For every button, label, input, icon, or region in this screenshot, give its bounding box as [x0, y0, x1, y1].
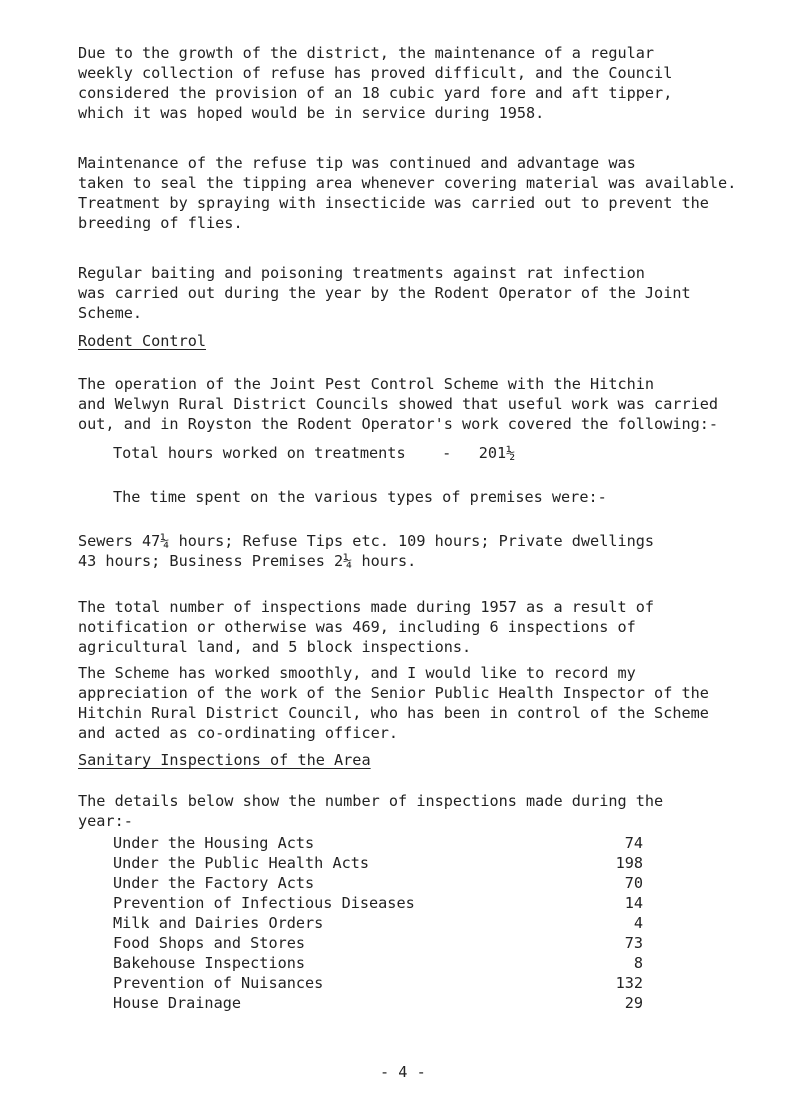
inspection-category: House Drainage — [113, 994, 242, 1012]
table-row — [113, 913, 643, 933]
rat-baiting-paragraph: Regular baiting and poisoning treatments against rat infection was carried out during the year by the Rodent Operator of the Joint Scheme. — [78, 264, 691, 322]
inspection-category: Prevention of Nuisances — [113, 974, 324, 992]
rodent-control-heading: Rodent Control — [78, 332, 207, 350]
total-hours-line: Total hours worked on treatments - 201½ — [113, 444, 516, 462]
inspection-count: 73 — [624, 934, 643, 952]
inspections-table — [113, 833, 643, 1013]
appreciation-paragraph: The Scheme has worked smoothly, and I would like to record my appreciation of the work of the Senior Public Health Inspector of the Hitchin Rural District Council, who has been in control of the Scheme and acted as co-ordinating officer. — [78, 664, 709, 742]
table-row — [113, 893, 643, 913]
table-row — [113, 833, 643, 853]
inspection-count: 132 — [615, 974, 643, 992]
inspection-category: Bakehouse Inspections — [113, 954, 306, 972]
inspection-count: 8 — [633, 954, 643, 972]
inspections-total-paragraph: The total number of inspections made during 1957 as a result of notification or otherwise was 469, including 6 inspections of agricultural land, and 5 block inspections. — [78, 598, 655, 656]
inspection-count: 74 — [624, 834, 643, 852]
table-row — [113, 973, 643, 993]
inspection-category: Milk and Dairies Orders — [113, 914, 324, 932]
table-row — [113, 993, 643, 1013]
refuse-tip-paragraph: Maintenance of the refuse tip was continued and advantage was taken to seal the tipping area whenever covering material was available. Treatment by spraying with insecticide was carried out to prevent the breeding of flies. — [78, 154, 737, 232]
table-row — [113, 873, 643, 893]
inspection-category: Under the Factory Acts — [113, 874, 315, 892]
sanitary-inspections-heading: Sanitary Inspections of the Area — [78, 751, 371, 769]
table-row — [113, 953, 643, 973]
joint-scheme-paragraph: The operation of the Joint Pest Control Scheme with the Hitchin and Welwyn Rural District Councils showed that useful work was carried out, and in Royston the Rodent Operator's work covered the following:- — [78, 375, 719, 433]
page-number: - 4 - — [380, 1063, 426, 1081]
inspection-category: Prevention of Infectious Diseases — [113, 894, 415, 912]
inspection-count: 4 — [633, 914, 643, 932]
inspection-count: 198 — [615, 854, 643, 872]
refuse-collection-paragraph: Due to the growth of the district, the maintenance of a regular weekly collection of refuse has proved difficult, and the Council considered the provision of an 18 cubic yard fore and aft tipper, which it was hoped would be in service during 1958. — [78, 44, 673, 122]
table-row — [113, 853, 643, 873]
table-row — [113, 933, 643, 953]
premises-hours-paragraph: Sewers 47¼ hours; Refuse Tips etc. 109 hours; Private dwellings 43 hours; Business Premises 2¼ hours. — [78, 532, 655, 570]
inspection-count: 70 — [624, 874, 643, 892]
inspection-count: 14 — [624, 894, 643, 912]
inspection-category: Under the Housing Acts — [113, 834, 315, 852]
time-spent-line: The time spent on the various types of premises were:- — [113, 488, 607, 506]
sanitary-intro-paragraph: The details below show the number of inspections made during the year:- — [78, 792, 664, 830]
inspection-count: 29 — [624, 994, 643, 1012]
inspection-category: Food Shops and Stores — [113, 934, 306, 952]
inspection-category: Under the Public Health Acts — [113, 854, 370, 872]
